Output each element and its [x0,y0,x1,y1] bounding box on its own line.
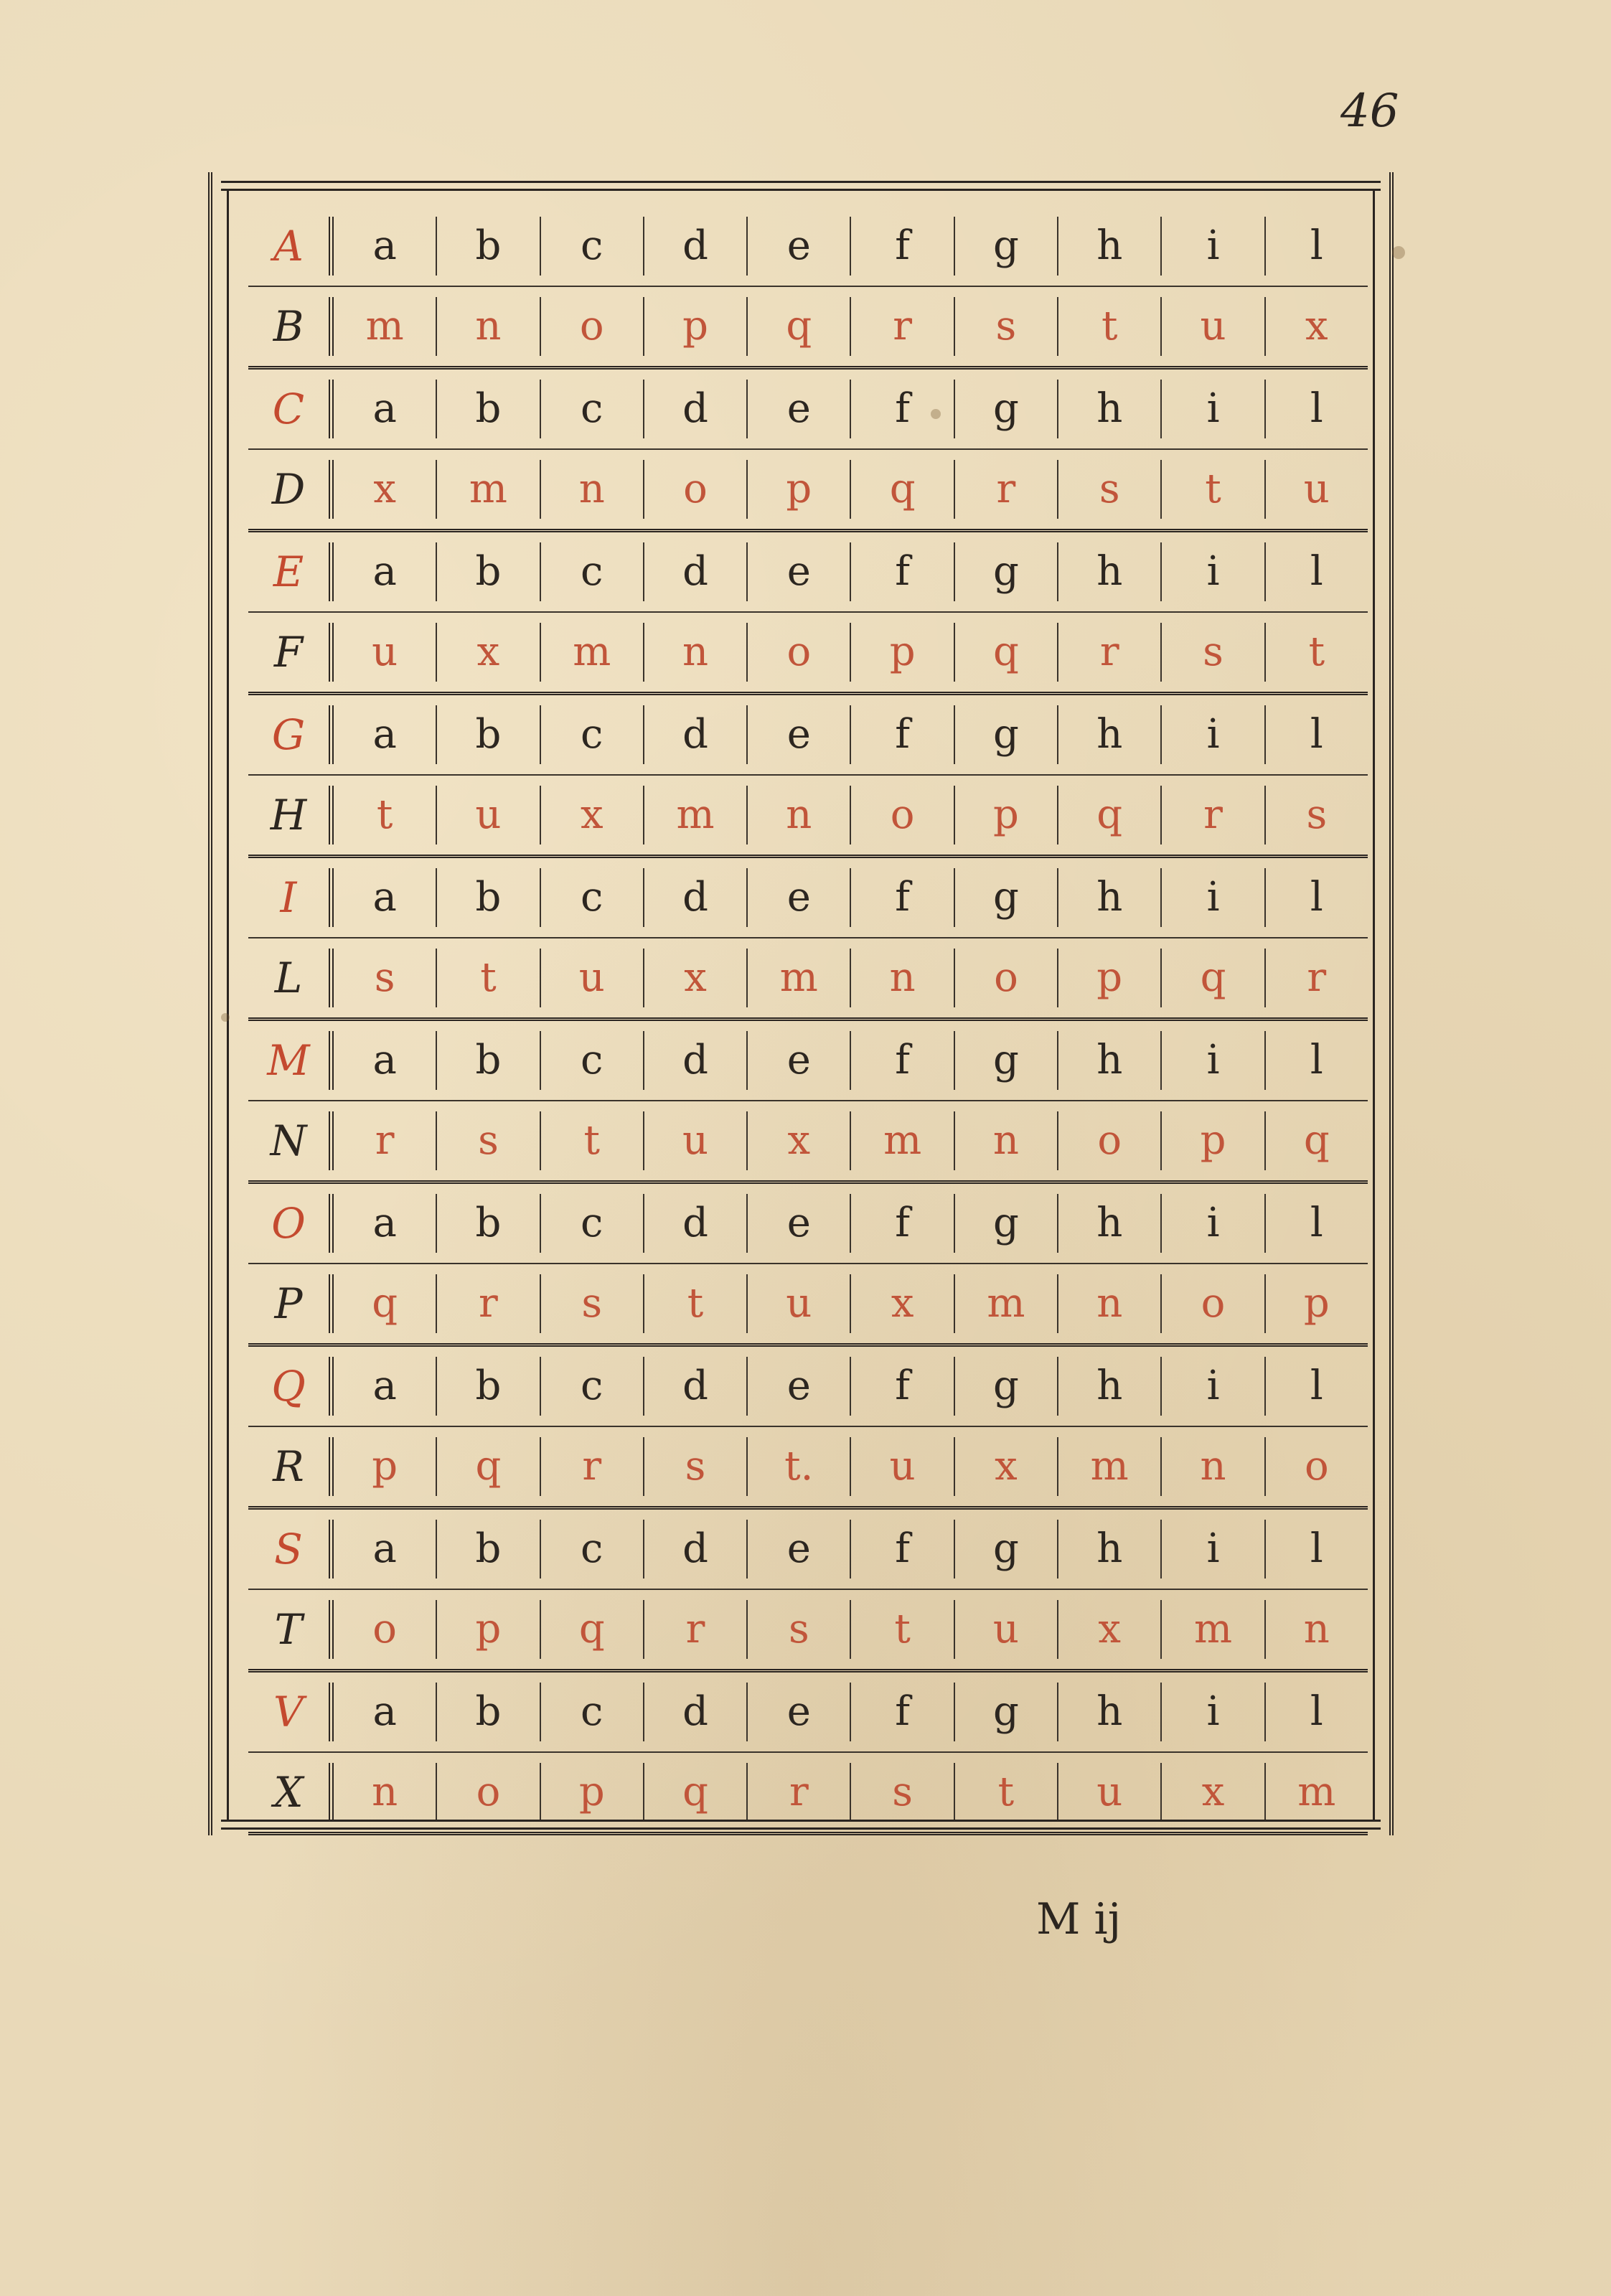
cipher-cell: b [437,705,540,764]
cipher-cell: m [541,623,644,682]
row-cells [334,1274,1368,1333]
cipher-cell: r [1162,786,1265,844]
cipher-cell: n [1162,1437,1265,1496]
cipher-cell: l [1310,385,1323,432]
row-pair [248,1347,1368,1510]
row-cells [334,1763,1368,1822]
cipher-cell: m [1297,1769,1336,1815]
cipher-cell: t [851,1600,954,1659]
cipher-cell: i [1162,868,1265,927]
cipher-cell: n [851,949,954,1007]
cipher-cell: m [437,460,540,519]
cipher-cell: a [334,380,437,438]
table-row [248,532,1368,613]
cipher-cell: f [851,1194,954,1253]
cipher-cell: e [748,542,851,601]
cipher-cell: q [748,297,851,356]
cipher-cell: q [955,623,1058,682]
cipher-cell: p [644,297,748,356]
row-cells [334,786,1368,844]
row-key-letter: E [248,542,334,601]
table-row [248,1753,1368,1832]
row-cells [334,1357,1368,1416]
cipher-cell: q [437,1437,540,1496]
cipher-cell: i [1162,1357,1265,1416]
cipher-cell: m [748,949,851,1007]
cipher-cell: n [1303,1606,1330,1652]
row-key-letter: L [248,949,334,1007]
cipher-cell: d [644,1520,748,1578]
cipher-cell: q [644,1763,748,1822]
cipher-cell: l [1310,1037,1323,1083]
cipher-cell: b [437,542,540,601]
row-pair [248,207,1368,370]
row-cells [334,705,1368,764]
cipher-cell: l [1310,1688,1323,1735]
cipher-cell: r [644,1600,748,1659]
cipher-cell: u [1162,297,1265,356]
cipher-cell: d [644,868,748,927]
ink-spot [931,409,941,419]
cipher-cell: a [334,1520,437,1578]
cipher-cell: u [1303,466,1330,512]
table-row [248,1347,1368,1427]
cipher-cell: g [955,1683,1058,1741]
row-cells [334,542,1368,601]
row-cells [334,1437,1368,1496]
cipher-cell: o [541,297,644,356]
cipher-cell: x [437,623,540,682]
cipher-cell: h [1058,1031,1162,1090]
cipher-cell: n [955,1111,1058,1170]
cipher-cell: q [1162,949,1265,1007]
cipher-cell: t [1308,629,1325,675]
cipher-cell: d [644,1194,748,1253]
cipher-cell: g [955,217,1058,276]
cipher-cell: f [851,1683,954,1741]
cipher-cell: o [334,1600,437,1659]
row-key-letter: P [248,1274,334,1333]
cipher-cell: s [1162,623,1265,682]
row-pair [248,858,1368,1021]
cipher-cell: l [1310,1363,1323,1409]
cipher-cell: x [955,1437,1058,1496]
cipher-cell: t [437,949,540,1007]
cipher-cell: u [437,786,540,844]
row-key-letter: N [248,1111,334,1170]
cipher-cell: n [1058,1274,1162,1333]
cipher-cell: t [1058,297,1162,356]
row-cells [334,217,1368,276]
cipher-cell: x [1305,303,1328,349]
cipher-cell: s [955,297,1058,356]
signature-mark: M ij [1036,1894,1122,1944]
cipher-cell: f [851,1031,954,1090]
cipher-cell: u [955,1600,1058,1659]
cipher-cell: d [644,1031,748,1090]
cipher-cell: f [851,1520,954,1578]
cipher-cell: d [644,705,748,764]
row-cells [334,297,1368,356]
cipher-cell: b [437,1520,540,1578]
cipher-cell: f [851,705,954,764]
cipher-cell: c [541,1683,644,1741]
cipher-cell: x [541,786,644,844]
cipher-cell: s [748,1600,851,1659]
cipher-cell: a [334,1031,437,1090]
cipher-cell: g [955,1031,1058,1090]
cipher-cell: h [1058,380,1162,438]
cipher-cell: b [437,1683,540,1741]
frame-inner-left-rule [227,189,229,1820]
table-row [248,695,1368,776]
cipher-cell: e [748,1683,851,1741]
cipher-cell: a [334,1683,437,1741]
cipher-cell: g [955,1520,1058,1578]
cipher-cell: e [748,1357,851,1416]
cipher-cell: o [955,949,1058,1007]
cipher-cell: o [851,786,954,844]
cipher-cell: b [437,1194,540,1253]
cipher-cell: p [1303,1280,1330,1327]
table-row [248,1021,1368,1101]
cipher-cell: p [955,786,1058,844]
table-row [248,1427,1368,1506]
cipher-cell: p [541,1763,644,1822]
row-cells [334,623,1368,682]
cipher-cell: m [1058,1437,1162,1496]
table-row [248,1101,1368,1180]
cipher-cell: p [334,1437,437,1496]
cipher-cell: h [1058,1683,1162,1741]
cipher-cell: l [1310,222,1323,269]
cipher-cell: o [748,623,851,682]
table-row [248,858,1368,938]
cipher-cell: b [437,217,540,276]
cipher-cell: r [851,297,954,356]
cipher-cell: s [851,1763,954,1822]
cipher-cell: x [1162,1763,1265,1822]
row-cells [334,1683,1368,1741]
cipher-cell: e [748,217,851,276]
row-pair [248,1510,1368,1672]
row-cells [334,1600,1368,1659]
cipher-cell: q [541,1600,644,1659]
cipher-cell: c [541,217,644,276]
cipher-cell: t [1162,460,1265,519]
row-key-letter: I [248,868,334,927]
cipher-cell: n [437,297,540,356]
cipher-cell: b [437,868,540,927]
cipher-cell: c [541,542,644,601]
cipher-cell: n [748,786,851,844]
cipher-cell: d [644,542,748,601]
ink-spot [221,1013,230,1022]
cipher-cell: n [334,1763,437,1822]
cipher-cell: h [1058,542,1162,601]
cipher-cell: c [541,1194,644,1253]
cipher-cell: i [1162,217,1265,276]
cipher-cell: s [334,949,437,1007]
cipher-cell: d [644,1683,748,1741]
cipher-cell: u [748,1274,851,1333]
cipher-cell: o [1058,1111,1162,1170]
cipher-cell: a [334,542,437,601]
cipher-cell: x [644,949,748,1007]
row-pair [248,370,1368,532]
cipher-cell: r [1058,623,1162,682]
cipher-cell: m [1162,1600,1265,1659]
cipher-cell: p [437,1600,540,1659]
row-key-letter: M [248,1031,334,1090]
cipher-cell: d [644,217,748,276]
row-cells [334,1520,1368,1578]
cipher-cell: l [1310,548,1323,595]
cipher-cell: x [748,1111,851,1170]
cipher-cell: o [1304,1443,1329,1490]
table-row [248,613,1368,692]
row-cells [334,1194,1368,1253]
cipher-cell: o [1162,1274,1265,1333]
cipher-cell: a [334,1357,437,1416]
cipher-cell: i [1162,1194,1265,1253]
cipher-cell: s [644,1437,748,1496]
row-pair [248,1021,1368,1184]
row-key-letter: S [248,1520,334,1578]
cipher-cell: x [1058,1600,1162,1659]
cipher-cell: s [1306,791,1328,838]
cipher-cell: s [541,1274,644,1333]
frame-inner-right-rule [1373,189,1375,1820]
cipher-cell: x [334,460,437,519]
cipher-cell: g [955,868,1058,927]
row-key-letter: H [248,786,334,844]
cipher-cell: i [1162,380,1265,438]
cipher-cell: u [541,949,644,1007]
cipher-cell: t [541,1111,644,1170]
cipher-cell: g [955,705,1058,764]
cipher-cell: h [1058,217,1162,276]
cipher-cell: q [1303,1117,1330,1164]
ink-spot [1392,246,1405,259]
cipher-cell: t [644,1274,748,1333]
cipher-cell: o [644,460,748,519]
cipher-cell: f [851,868,954,927]
cipher-cell: i [1162,1031,1265,1090]
row-cells [334,1111,1368,1170]
cipher-cell: q [334,1274,437,1333]
table-row [248,1264,1368,1343]
cipher-cell: p [748,460,851,519]
cipher-cell: m [644,786,748,844]
cipher-cell: d [644,380,748,438]
cipher-cell: s [437,1111,540,1170]
row-key-letter: C [248,380,334,438]
cipher-cell: t [955,1763,1058,1822]
cipher-cell: c [541,1031,644,1090]
row-key-letter: B [248,297,334,356]
cipher-cell: m [851,1111,954,1170]
cipher-cell: g [955,380,1058,438]
cipher-cell: l [1310,874,1323,921]
cipher-cell: i [1162,1520,1265,1578]
row-key-letter: O [248,1194,334,1253]
cipher-cell: q [851,460,954,519]
cipher-cell: i [1162,542,1265,601]
cipher-cell: s [1058,460,1162,519]
row-cells [334,380,1368,438]
table-row [248,207,1368,287]
table-row [248,1590,1368,1669]
cipher-cell: b [437,380,540,438]
table-row [248,938,1368,1017]
cipher-cell: r [334,1111,437,1170]
cipher-cell: m [334,297,437,356]
row-key-letter: R [248,1437,334,1496]
cipher-cell: r [541,1437,644,1496]
cipher-cell: r [748,1763,851,1822]
row-cells [334,949,1368,1007]
page-number: 46 [1340,85,1399,138]
row-key-letter: X [248,1763,334,1822]
row-pair [248,695,1368,858]
cipher-cell: b [437,1031,540,1090]
cipher-cell: n [541,460,644,519]
row-key-letter: F [248,623,334,682]
cipher-cell: f [851,1357,954,1416]
row-key-letter: D [248,460,334,519]
table-row [248,1672,1368,1753]
cipher-cell: c [541,1520,644,1578]
cipher-cell: u [334,623,437,682]
cipher-cell: c [541,1357,644,1416]
row-cells [334,1031,1368,1090]
table-row [248,287,1368,366]
cipher-cell: l [1310,1200,1323,1246]
cipher-cell: h [1058,1520,1162,1578]
cipher-cell: i [1162,1683,1265,1741]
cipher-cell: m [955,1274,1058,1333]
cipher-cell: q [1058,786,1162,844]
cipher-cell: h [1058,1194,1162,1253]
cipher-cell: p [1058,949,1162,1007]
cipher-cell: e [748,1194,851,1253]
cipher-cell: a [334,1194,437,1253]
cipher-cell: h [1058,705,1162,764]
cipher-cell: l [1310,1525,1323,1572]
table-row [248,370,1368,450]
cipher-cell: r [955,460,1058,519]
cipher-cell: r [1307,954,1327,1001]
cipher-cell: g [955,1194,1058,1253]
table-row [248,450,1368,529]
cipher-cell: a [334,868,437,927]
cipher-table [248,207,1368,1835]
row-key-letter: Q [248,1357,334,1416]
row-key-letter: A [248,217,334,276]
cipher-cell: o [437,1763,540,1822]
cipher-cell: h [1058,868,1162,927]
cipher-cell: b [437,1357,540,1416]
cipher-cell: p [851,623,954,682]
row-cells [334,460,1368,519]
cipher-cell: g [955,542,1058,601]
cipher-cell: u [851,1437,954,1496]
row-key-letter: G [248,705,334,764]
cipher-cell: f [851,542,954,601]
row-pair [248,1672,1368,1835]
cipher-cell: h [1058,1357,1162,1416]
row-key-letter: V [248,1683,334,1741]
cipher-cell: u [644,1111,748,1170]
row-pair [248,1184,1368,1347]
cipher-cell: e [748,868,851,927]
cipher-cell: a [334,217,437,276]
cipher-cell: c [541,868,644,927]
cipher-cell: e [748,705,851,764]
cipher-cell: t [334,786,437,844]
cipher-cell: g [955,1357,1058,1416]
cipher-cell: c [541,380,644,438]
table-row [248,1184,1368,1264]
cipher-cell: u [1058,1763,1162,1822]
cipher-table-frame [208,172,1394,1835]
cipher-cell: i [1162,705,1265,764]
cipher-cell: e [748,1031,851,1090]
row-pair [248,532,1368,695]
row-key-letter: T [248,1600,334,1659]
cipher-cell: e [748,1520,851,1578]
cipher-cell: f [851,380,954,438]
cipher-cell: c [541,705,644,764]
cipher-cell: d [644,1357,748,1416]
cipher-cell: e [748,380,851,438]
cipher-cell: r [437,1274,540,1333]
row-cells [334,868,1368,927]
table-row [248,1510,1368,1590]
cipher-cell: x [851,1274,954,1333]
cipher-cell: p [1162,1111,1265,1170]
cipher-cell: n [644,623,748,682]
cipher-cell: t. [748,1437,851,1496]
cipher-cell: l [1310,711,1323,758]
cipher-cell: a [334,705,437,764]
table-row [248,776,1368,855]
cipher-cell: f [851,217,954,276]
